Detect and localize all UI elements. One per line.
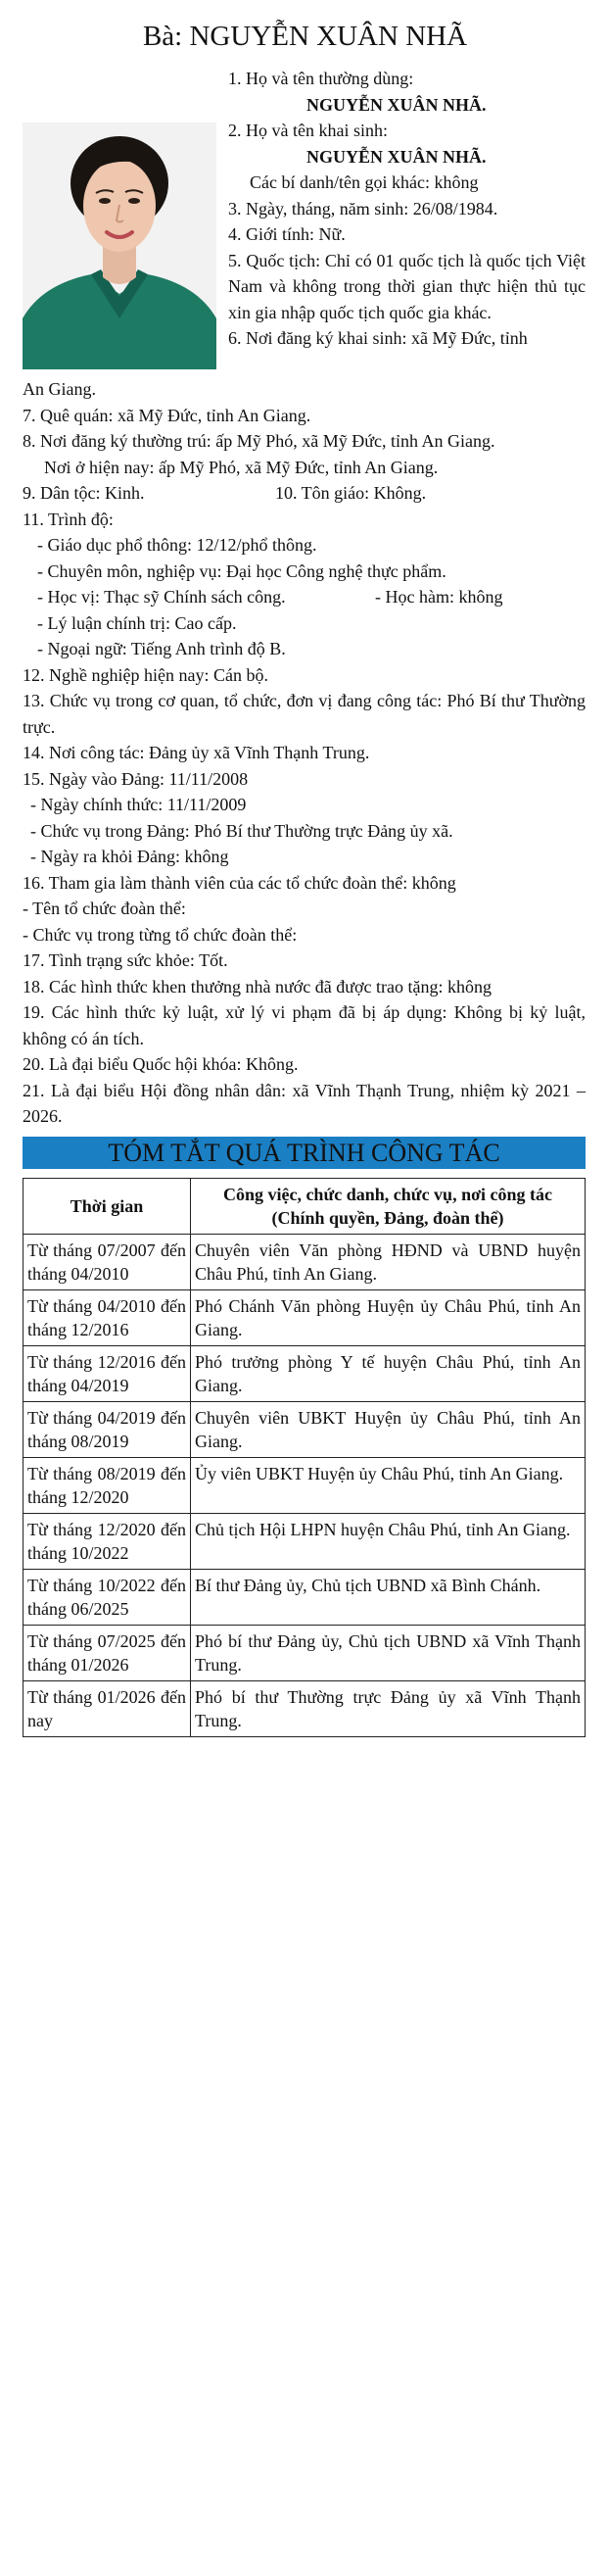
info-line: - Chức vụ trong từng tổ chức đoàn thể: [23, 924, 298, 945]
info-line: 17. Tình trạng sức khỏe: Tốt. [23, 950, 228, 970]
info-line: 19. Các hình thức kỷ luật, xử lý vi phạm đã bị áp dụng: Không bị kỷ luật, không có án tích. [23, 1002, 586, 1048]
info-line: 3. Ngày, tháng, năm sinh: 26/08/1984. [228, 198, 498, 219]
table-row [23, 1514, 586, 1570]
info-line: - Tên tổ chức đoàn thể: [23, 899, 186, 918]
nationality: 5. Quốc tịch: Chỉ có 01 quốc tịch là quốc tịch Việt Nam và không trong thời gian thực hiện thủ tục xin gia nhập quốc tịch quốc gia khác. [228, 250, 586, 322]
portrait-image [23, 122, 216, 369]
info-line: 21. Là đại biểu Hội đồng nhân dân: xã Vĩnh Thạnh Trung, nhiệm kỳ 2021 – 2026. [23, 1080, 586, 1126]
position-cell: Chuyên viên Văn phòng HĐND và UBND huyện Châu Phú, tỉnh An Giang. [191, 1235, 586, 1290]
portrait-photo [23, 122, 216, 369]
ethnic: 9. Dân tộc: Kinh. [23, 483, 145, 503]
degree: - Học vị: Thạc sỹ Chính sách công. [37, 587, 286, 607]
column-header-position: Công việc, chức danh, chức vụ, nơi công tác (Chính quyền, Đảng, đoàn thể) [191, 1179, 586, 1235]
table-row [23, 1570, 586, 1626]
info-line: 12. Nghề nghiệp hiện nay: Cán bộ. [23, 664, 268, 685]
table-row [23, 1681, 586, 1737]
info-line: 15. Ngày vào Đảng: 11/11/2008 [23, 768, 249, 789]
info-line: 7. Quê quán: xã Mỹ Đức, tỉnh An Giang. [23, 405, 311, 425]
position-cell: Chuyên viên UBKT Huyện ủy Châu Phú, tỉnh An Giang. [191, 1402, 586, 1458]
info-line: 8. Nơi đăng ký thường trú: ấp Mỹ Phó, xã Mỹ Đức, tỉnh An Giang. [23, 431, 495, 451]
page-title: Bà: NGUYỄN XUÂN NHÃ [142, 21, 468, 52]
period-cell: Từ tháng 04/2019 đến tháng 08/2019 [23, 1402, 191, 1458]
period-cell: Từ tháng 08/2019 đến tháng 12/2020 [23, 1458, 191, 1514]
info-line: - Ngày ra khỏi Đảng: không [30, 847, 229, 866]
info-line: - Ngày chính thức: 11/11/2009 [30, 795, 247, 814]
degree-line [23, 584, 586, 610]
work-history-table [23, 1178, 586, 1737]
info-line: - Chuyên môn, nghiệp vụ: Đại học Công nghệ thực phẩm. [37, 560, 446, 581]
birthplace-continued: An Giang. [23, 379, 96, 399]
table-row [23, 1458, 586, 1514]
column-header-time: Thời gian [23, 1179, 191, 1235]
info-line: - Chức vụ trong Đảng: Phó Bí thư Thường trực Đảng ủy xã. [30, 820, 453, 841]
position-cell: Ủy viên UBKT Huyện ủy Châu Phú, tỉnh An Giang. [191, 1458, 586, 1514]
info-line: 16. Tham gia làm thành viên của các tổ chức đoàn thể: không [23, 872, 456, 893]
academic-rank: - Học hàm: không [375, 587, 503, 607]
period-cell: Từ tháng 12/2016 đến tháng 04/2019 [23, 1346, 191, 1402]
table-row [23, 1235, 586, 1290]
religion: 10. Tôn giáo: Không. [275, 483, 427, 503]
period-cell: Từ tháng 12/2020 đến tháng 10/2022 [23, 1514, 191, 1570]
info-line: - Ngoại ngữ: Tiếng Anh trình độ B. [37, 639, 286, 658]
info-line: 13. Chức vụ trong cơ quan, tổ chức, đơn vị đang công tác: Phó Bí thư Thường trực. [23, 691, 586, 737]
personal-info-body [23, 376, 586, 1130]
position-cell: Phó bí thư Đảng ủy, Chủ tịch UBND xã Vĩnh Thạnh Trung. [191, 1626, 586, 1681]
info-line: 2. Họ và tên khai sinh: [228, 121, 388, 140]
period-cell: Từ tháng 07/2025 đến tháng 01/2026 [23, 1626, 191, 1681]
info-line: 14. Nơi công tác: Đảng ủy xã Vĩnh Thạnh Trung. [23, 743, 370, 762]
period-cell: Từ tháng 04/2010 đến tháng 12/2016 [23, 1290, 191, 1346]
period-cell: Từ tháng 01/2026 đến nay [23, 1681, 191, 1737]
position-cell: Bí thư Đảng ủy, Chủ tịch UBND xã Bình Chánh. [191, 1570, 586, 1626]
info-line: - Giáo dục phổ thông: 12/12/phổ thông. [37, 535, 317, 555]
position-cell: Chủ tịch Hội LHPN huyện Châu Phú, tỉnh An Giang. [191, 1514, 586, 1570]
period-cell: Từ tháng 10/2022 đến tháng 06/2025 [23, 1570, 191, 1626]
work-history-banner: TÓM TẮT QUÁ TRÌNH CÔNG TÁC [23, 1137, 586, 1169]
address-list [23, 403, 586, 481]
education-list [23, 507, 586, 585]
table-row [23, 1402, 586, 1458]
info-line: - Lý luận chính trị: Cao cấp. [37, 612, 237, 633]
details-list [23, 610, 586, 1130]
ethnic-religion-line [23, 480, 586, 507]
personal-info-right [228, 66, 586, 352]
table-row [23, 1346, 586, 1402]
position-cell: Phó bí thư Thường trực Đảng ủy xã Vĩnh Thạnh Trung. [191, 1681, 586, 1737]
info-line: Các bí danh/tên gọi khác: không [250, 172, 479, 192]
info-line: 11. Trình độ: [23, 509, 114, 529]
position-cell: Phó trưởng phòng Y tế huyện Châu Phú, tỉnh An Giang. [191, 1346, 586, 1402]
info-line: NGUYỄN XUÂN NHÃ. [306, 146, 487, 167]
info-line: 20. Là đại biểu Quốc hội khóa: Không. [23, 1054, 299, 1074]
birthplace-line: 6. Nơi đăng ký khai sinh: xã Mỹ Đức, tỉnh [228, 328, 528, 348]
info-line: 4. Giới tính: Nữ. [228, 224, 346, 244]
basic-info-list [228, 66, 586, 248]
info-line: 18. Các hình thức khen thưởng nhà nước đã được trao tặng: không [23, 976, 492, 996]
info-line: NGUYỄN XUÂN NHÃ. [306, 94, 487, 115]
info-line: 1. Họ và tên thường dùng: [228, 69, 414, 88]
table-row [23, 1626, 586, 1681]
info-line: Nơi ở hiện nay: ấp Mỹ Phó, xã Mỹ Đức, tỉnh An Giang. [44, 457, 439, 477]
position-cell: Phó Chánh Văn phòng Huyện ủy Châu Phú, tỉnh An Giang. [191, 1290, 586, 1346]
table-row [23, 1290, 586, 1346]
period-cell: Từ tháng 07/2007 đến tháng 04/2010 [23, 1235, 191, 1290]
table-header-row [23, 1179, 586, 1235]
